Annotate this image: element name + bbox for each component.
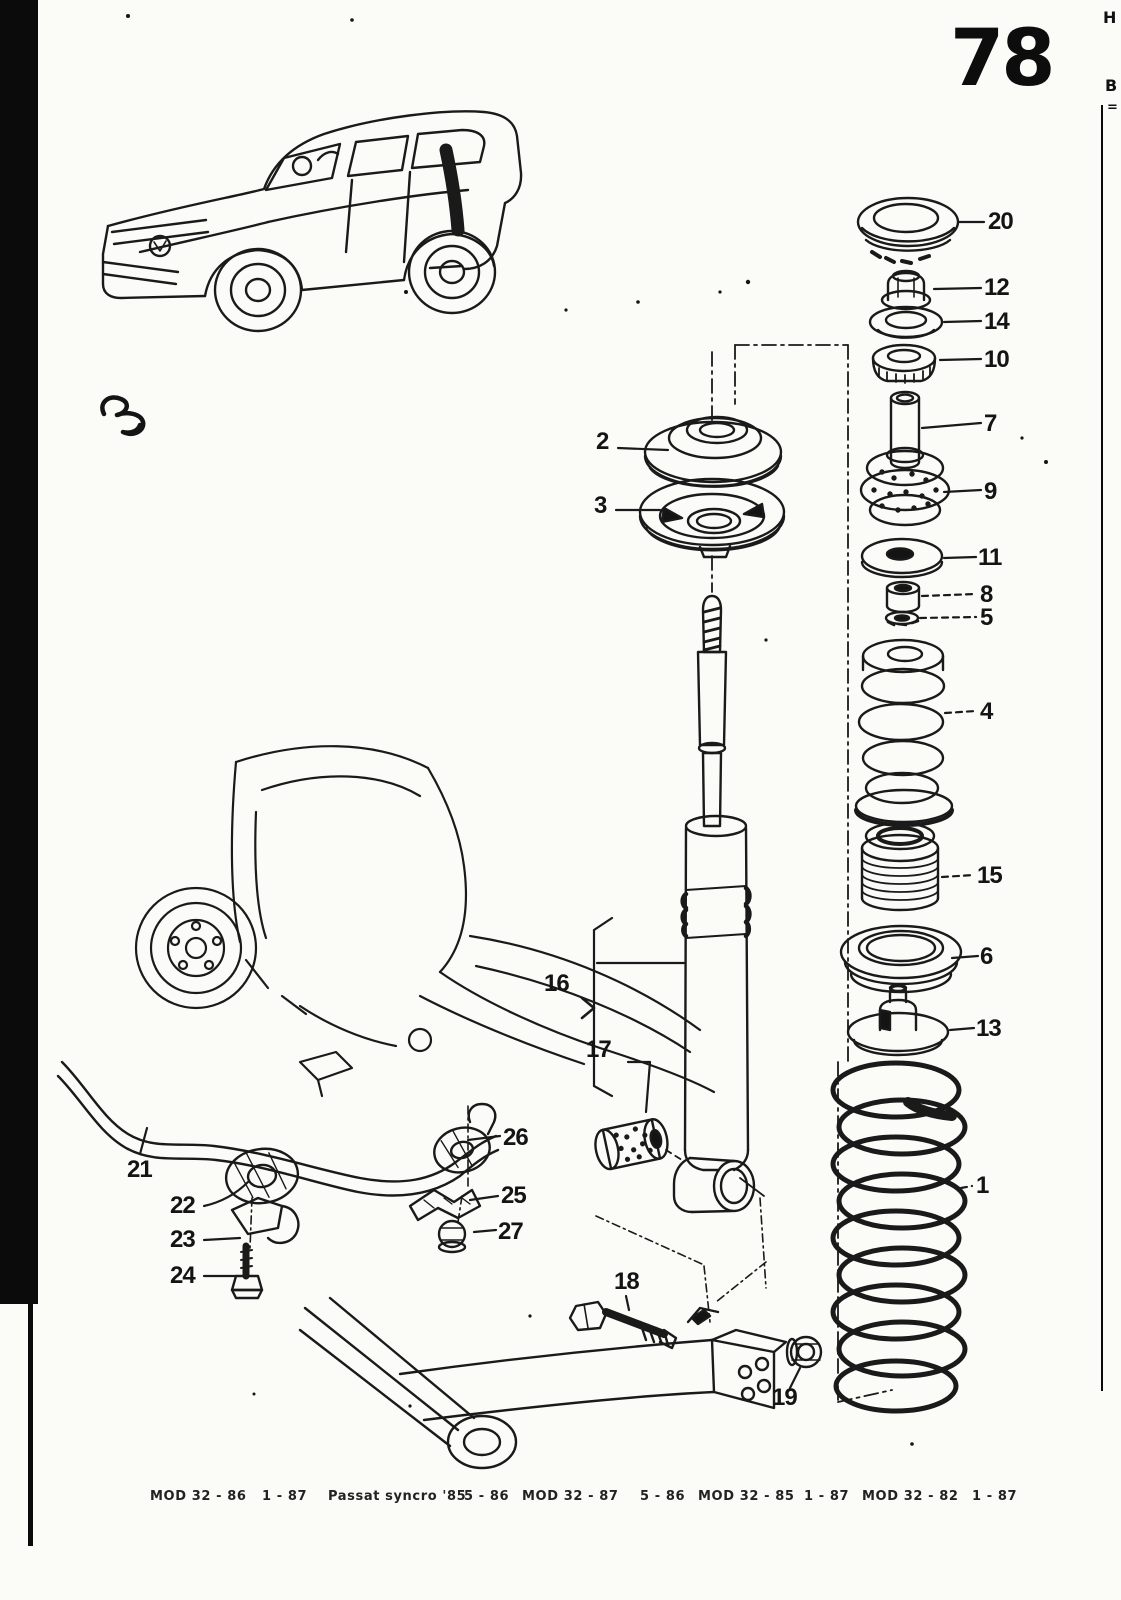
- callout-2: 2: [596, 428, 609, 455]
- callout-5: 5: [980, 604, 993, 631]
- nut-27: [439, 1221, 465, 1252]
- callout-21: 21: [127, 1156, 152, 1183]
- callout-14: 14: [984, 308, 1009, 335]
- callout-18: 18: [614, 1268, 639, 1295]
- nut-19: [787, 1337, 821, 1367]
- edge-equals-mark: =: [1107, 100, 1118, 115]
- shock-absorber-illustration: [592, 596, 764, 1212]
- callout-24: 24: [170, 1262, 195, 1289]
- callout-15: 15: [977, 862, 1002, 889]
- callout-13: 13: [976, 1015, 1001, 1042]
- spring-seat-3: [640, 479, 784, 557]
- strut-mount-2: [645, 417, 781, 487]
- footer-date-4: 1 - 87: [804, 1489, 850, 1504]
- suspension-location-marker: [446, 150, 458, 230]
- callout-9: 9: [984, 478, 997, 505]
- footer-date-1: 1 - 87: [262, 1489, 308, 1504]
- callout-11: 11: [978, 544, 1002, 571]
- nut-5: [886, 612, 918, 625]
- page-number: 78: [950, 14, 1053, 104]
- wheel-hub-illustration: [136, 746, 714, 1096]
- bolt-18: [570, 1302, 676, 1348]
- callout-25: 25: [501, 1182, 526, 1209]
- callout-26: 26: [503, 1124, 528, 1151]
- car-illustration: [103, 111, 521, 331]
- callout-3: 3: [594, 492, 607, 519]
- callout-19: 19: [772, 1384, 797, 1411]
- cap-20: [858, 198, 958, 263]
- tube-7: [891, 392, 919, 468]
- callout-12: 12: [984, 274, 1009, 301]
- callout-17: 17: [586, 1036, 611, 1063]
- footer-model-5: MOD 32 - 82: [862, 1489, 959, 1504]
- coil-spring-1: [833, 1063, 965, 1411]
- callout-20: 20: [988, 208, 1013, 235]
- footer-date-3: 5 - 86: [640, 1489, 686, 1504]
- bump-stop-4: [856, 640, 952, 825]
- callout-6: 6: [980, 943, 993, 970]
- edge-letter-b: B: [1105, 76, 1118, 95]
- callout-8: 8: [980, 581, 993, 608]
- axle-beam-illustration: [300, 1198, 821, 1468]
- leader-lines: [140, 222, 984, 1388]
- washer-11: [862, 539, 942, 577]
- footer-model-4: MOD 32 - 85: [698, 1489, 795, 1504]
- bracket-25: [410, 1190, 480, 1220]
- footer-date-5: 1 - 87: [972, 1489, 1018, 1504]
- callout-4: 4: [980, 698, 993, 725]
- footer-model-2: Passat syncro '85: [328, 1489, 467, 1504]
- footer-model-3: MOD 32 - 87: [522, 1489, 619, 1504]
- nut-12: [882, 271, 930, 309]
- clamp-23: [232, 1198, 298, 1243]
- spring-plate-6: [841, 926, 961, 992]
- bolt-24: [232, 1246, 262, 1298]
- centerlines: [712, 345, 892, 1402]
- footer-model-1: MOD 32 - 86: [150, 1489, 247, 1504]
- stabilizer-bar-illustration: [58, 1062, 498, 1298]
- bushing-17: [592, 1117, 671, 1171]
- spacer-8: [887, 582, 919, 612]
- callout-22: 22: [170, 1192, 195, 1219]
- callout-1: 1: [976, 1172, 989, 1199]
- callout-23: 23: [170, 1226, 195, 1253]
- boot-15: [862, 823, 938, 910]
- callout-7: 7: [984, 410, 997, 437]
- cap-13: [848, 985, 948, 1055]
- ring-10: [873, 345, 935, 383]
- stop-9: [861, 448, 949, 525]
- edge-letter-h: H: [1103, 8, 1117, 27]
- bushing-26: [430, 1122, 495, 1178]
- bearing-14: [870, 307, 942, 338]
- footer-date-2: 5 - 86: [464, 1489, 510, 1504]
- callout-10: 10: [984, 346, 1009, 373]
- callout-27: 27: [498, 1218, 523, 1245]
- callout-16: 16: [544, 970, 569, 997]
- lower-eye: [674, 1158, 764, 1212]
